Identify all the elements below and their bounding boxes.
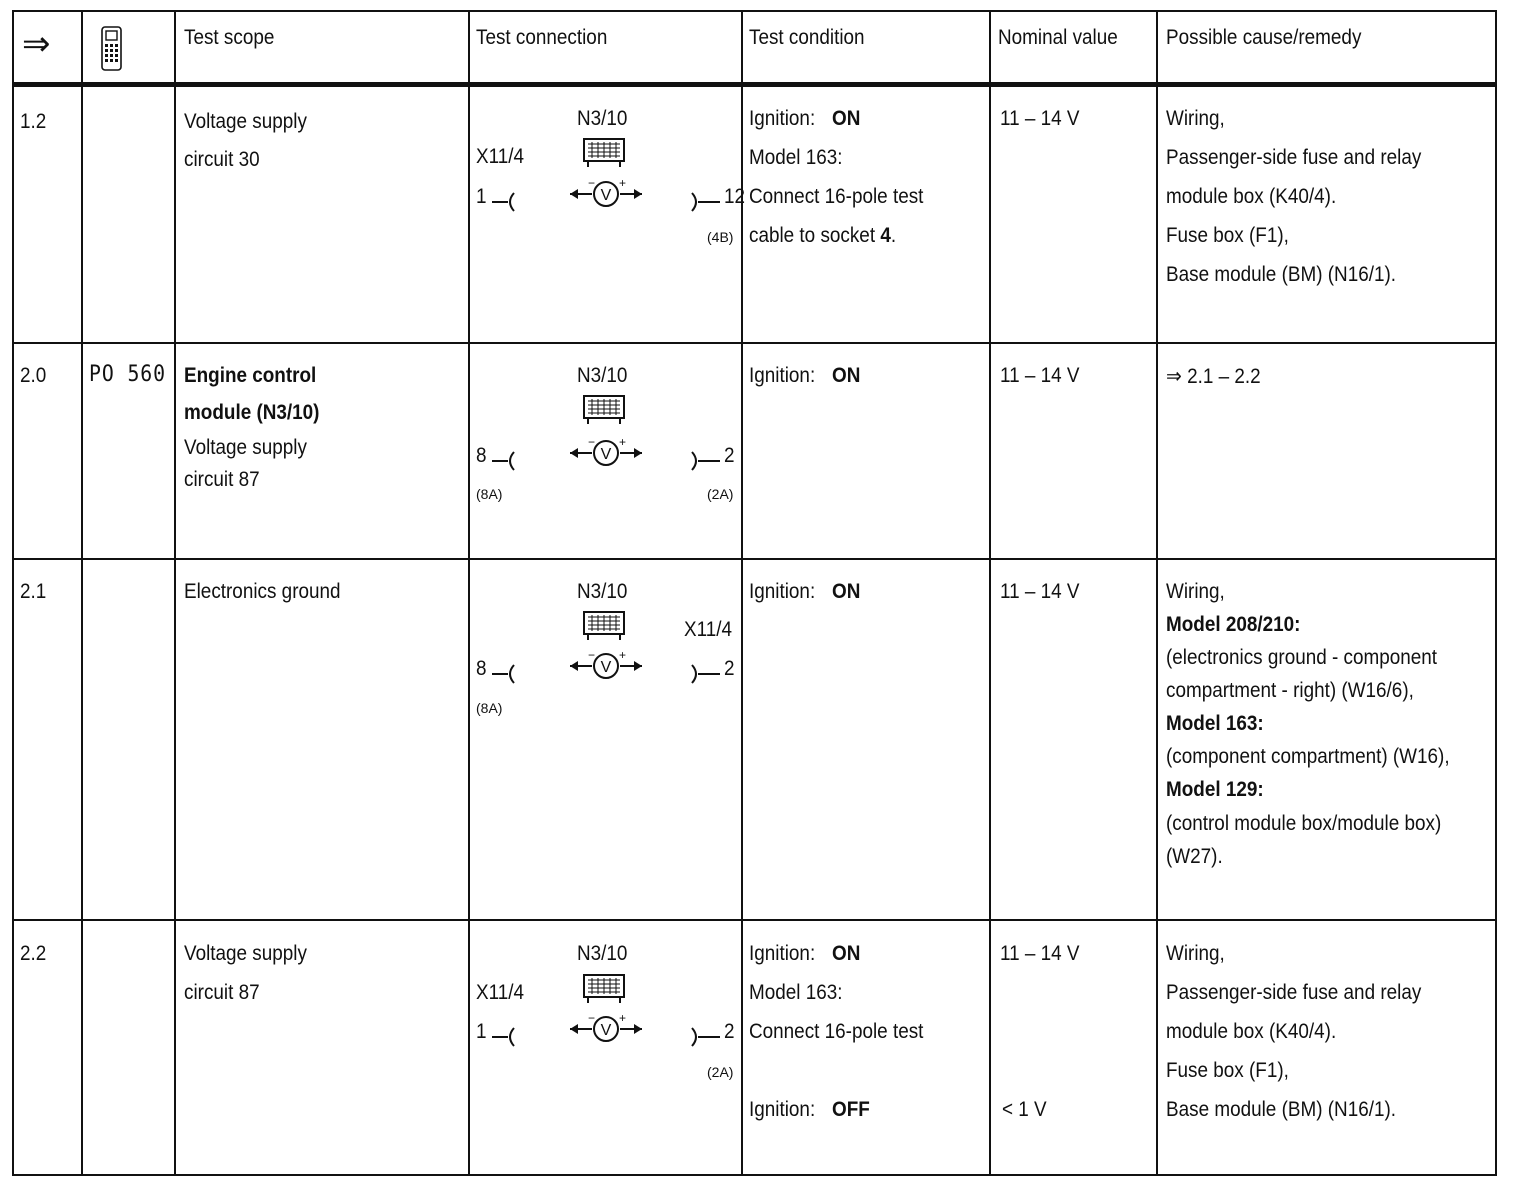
svg-text:V: V — [600, 187, 612, 204]
component-label: N3/10 — [577, 107, 628, 130]
condition-label: Ignition: — [749, 942, 816, 965]
condition-value: ON — [832, 364, 861, 387]
condition-value: ON — [832, 107, 861, 130]
test-scope-line: Voltage supply — [184, 436, 307, 459]
right-pin-sub: (2A) — [707, 486, 734, 502]
svg-text:V: V — [600, 659, 612, 676]
nominal-value: 11 – 14 V — [1000, 580, 1080, 603]
condition-label: Ignition: — [749, 1098, 816, 1121]
cause-line: Passenger-side fuse and relay — [1166, 146, 1422, 169]
svg-text:+: + — [619, 177, 627, 190]
ecu-connector-icon — [582, 973, 626, 1005]
left-pin: 8 — [476, 657, 487, 680]
header-divider — [14, 82, 1495, 87]
test-scope-line: circuit 30 — [184, 148, 260, 171]
svg-text:−: − — [588, 177, 596, 190]
left-pin-sub: (8A) — [476, 486, 503, 502]
cause-model-heading: Model 129: — [1166, 778, 1264, 801]
condition-label: Ignition: — [749, 364, 816, 387]
cause-model-heading: Model 163: — [1166, 712, 1264, 735]
svg-text:+: + — [619, 436, 627, 449]
svg-text:+: + — [619, 1012, 627, 1025]
svg-text:−: − — [588, 436, 596, 449]
condition-value: ON — [832, 942, 861, 965]
component-label: N3/10 — [577, 942, 628, 965]
svg-text:−: − — [588, 1012, 596, 1025]
nominal-value: 11 – 14 V — [1000, 364, 1080, 387]
component-label: N3/10 — [577, 364, 628, 387]
left-probe-icon — [490, 659, 520, 689]
svg-text:+: + — [619, 649, 627, 662]
nominal-value: 11 – 14 V — [1000, 107, 1080, 130]
right-probe-icon — [688, 187, 722, 217]
condition-line: Model 163: — [749, 146, 843, 169]
step-number: 1.2 — [20, 110, 47, 133]
connector-label: X11/4 — [476, 981, 524, 1004]
svg-text:−: − — [588, 649, 596, 662]
test-scope-line: circuit 87 — [184, 468, 260, 491]
voltmeter-icon — [566, 436, 646, 470]
right-pin: 2 — [724, 1020, 735, 1043]
cause-line: Wiring, — [1166, 107, 1225, 130]
condition-value: OFF — [832, 1098, 870, 1121]
column-divider — [989, 12, 991, 1174]
test-scope-line: Voltage supply — [184, 942, 307, 965]
ecu-connector-icon — [582, 137, 626, 169]
header-test-scope: Test scope — [184, 26, 275, 49]
condition-value: ON — [832, 580, 861, 603]
row-divider — [14, 558, 1495, 560]
nominal-value: < 1 V — [1002, 1098, 1047, 1121]
voltmeter-icon — [566, 177, 646, 211]
right-pin: 12 — [724, 185, 746, 208]
ecu-connector-icon — [582, 394, 626, 426]
left-probe-icon — [490, 446, 520, 476]
test-scope-line: Voltage supply — [184, 110, 307, 133]
column-divider — [81, 12, 83, 1174]
condition-line: Connect 16-pole test — [749, 1020, 924, 1043]
right-pin: 2 — [724, 657, 735, 680]
cause-line: (component compartment) (W16), — [1166, 745, 1450, 768]
right-pin-sub: (4B) — [707, 229, 734, 245]
connector-label: X11/4 — [684, 618, 732, 641]
right-pin-sub: (2A) — [707, 1064, 734, 1080]
connector-label: X11/4 — [476, 145, 524, 168]
column-divider — [174, 12, 176, 1174]
cause-line: Base module (BM) (N16/1). — [1166, 1098, 1397, 1121]
condition-line: cable to socket 4. — [749, 224, 897, 247]
step-number: 2.2 — [20, 942, 47, 965]
cause-model-heading: Model 208/210: — [1166, 613, 1301, 636]
left-pin: 8 — [476, 444, 487, 467]
left-pin: 1 — [476, 185, 487, 208]
test-connection-diagram — [474, 107, 746, 247]
header-possible-cause: Possible cause/remedy — [1166, 26, 1362, 49]
nominal-value: 11 – 14 V — [1000, 942, 1080, 965]
column-divider — [1156, 12, 1158, 1174]
component-name: Engine control — [184, 364, 317, 387]
cause-line: module box (K40/4). — [1166, 1020, 1337, 1043]
arrow-symbol: ⇒ — [22, 25, 51, 63]
left-probe-icon — [490, 1022, 520, 1052]
row-divider — [14, 342, 1495, 344]
svg-text:V: V — [600, 446, 612, 463]
right-pin: 2 — [724, 444, 735, 467]
condition-line: Connect 16-pole test — [749, 185, 924, 208]
voltmeter-icon — [566, 1012, 646, 1046]
left-pin: 1 — [476, 1020, 487, 1043]
test-connection-diagram — [474, 942, 739, 1082]
ecu-connector-icon — [582, 610, 626, 642]
svg-text:V: V — [600, 1022, 612, 1039]
header-nominal-value: Nominal value — [998, 26, 1118, 49]
right-probe-icon — [688, 446, 722, 476]
cause-line: (electronics ground - component — [1166, 646, 1438, 669]
step-number: 2.0 — [20, 364, 47, 387]
test-connection-diagram — [474, 580, 739, 720]
right-probe-icon — [688, 1022, 722, 1052]
component-name: module (N3/10) — [184, 401, 320, 424]
voltmeter-icon — [566, 649, 646, 683]
row-divider — [14, 919, 1495, 921]
cause-line: Base module (BM) (N16/1). — [1166, 263, 1397, 286]
condition-label: Ignition: — [749, 580, 816, 603]
test-scope-line: circuit 87 — [184, 981, 260, 1004]
column-divider — [468, 12, 470, 1174]
cause-line: Fuse box (F1), — [1166, 1059, 1289, 1082]
cause-line: (W27). — [1166, 845, 1223, 868]
right-probe-icon — [688, 659, 722, 689]
component-label: N3/10 — [577, 580, 628, 603]
left-pin-sub: (8A) — [476, 700, 503, 716]
cause-line: Wiring, — [1166, 580, 1225, 603]
cause-line: compartment - right) (W16/6), — [1166, 679, 1414, 702]
test-connection-diagram — [474, 364, 739, 504]
condition-line: Model 163: — [749, 981, 843, 1004]
header-test-connection: Test connection — [476, 26, 608, 49]
cause-line: Wiring, — [1166, 942, 1225, 965]
cause-line: Fuse box (F1), — [1166, 224, 1289, 247]
cause-line: (control module box/module box) — [1166, 812, 1442, 835]
left-probe-icon — [490, 187, 520, 217]
hand-tester-icon — [99, 26, 125, 77]
fault-code: PO 560 — [89, 362, 166, 387]
step-number: 2.1 — [20, 580, 47, 603]
test-scope-line: Electronics ground — [184, 580, 341, 603]
condition-label: Ignition: — [749, 107, 816, 130]
header-test-condition: Test condition — [749, 26, 865, 49]
diagnostic-test-table — [12, 10, 1497, 1176]
cause-line: Passenger-side fuse and relay — [1166, 981, 1422, 1004]
cause-line: module box (K40/4). — [1166, 185, 1337, 208]
cause-line: ⇒ 2.1 – 2.2 — [1166, 365, 1261, 388]
